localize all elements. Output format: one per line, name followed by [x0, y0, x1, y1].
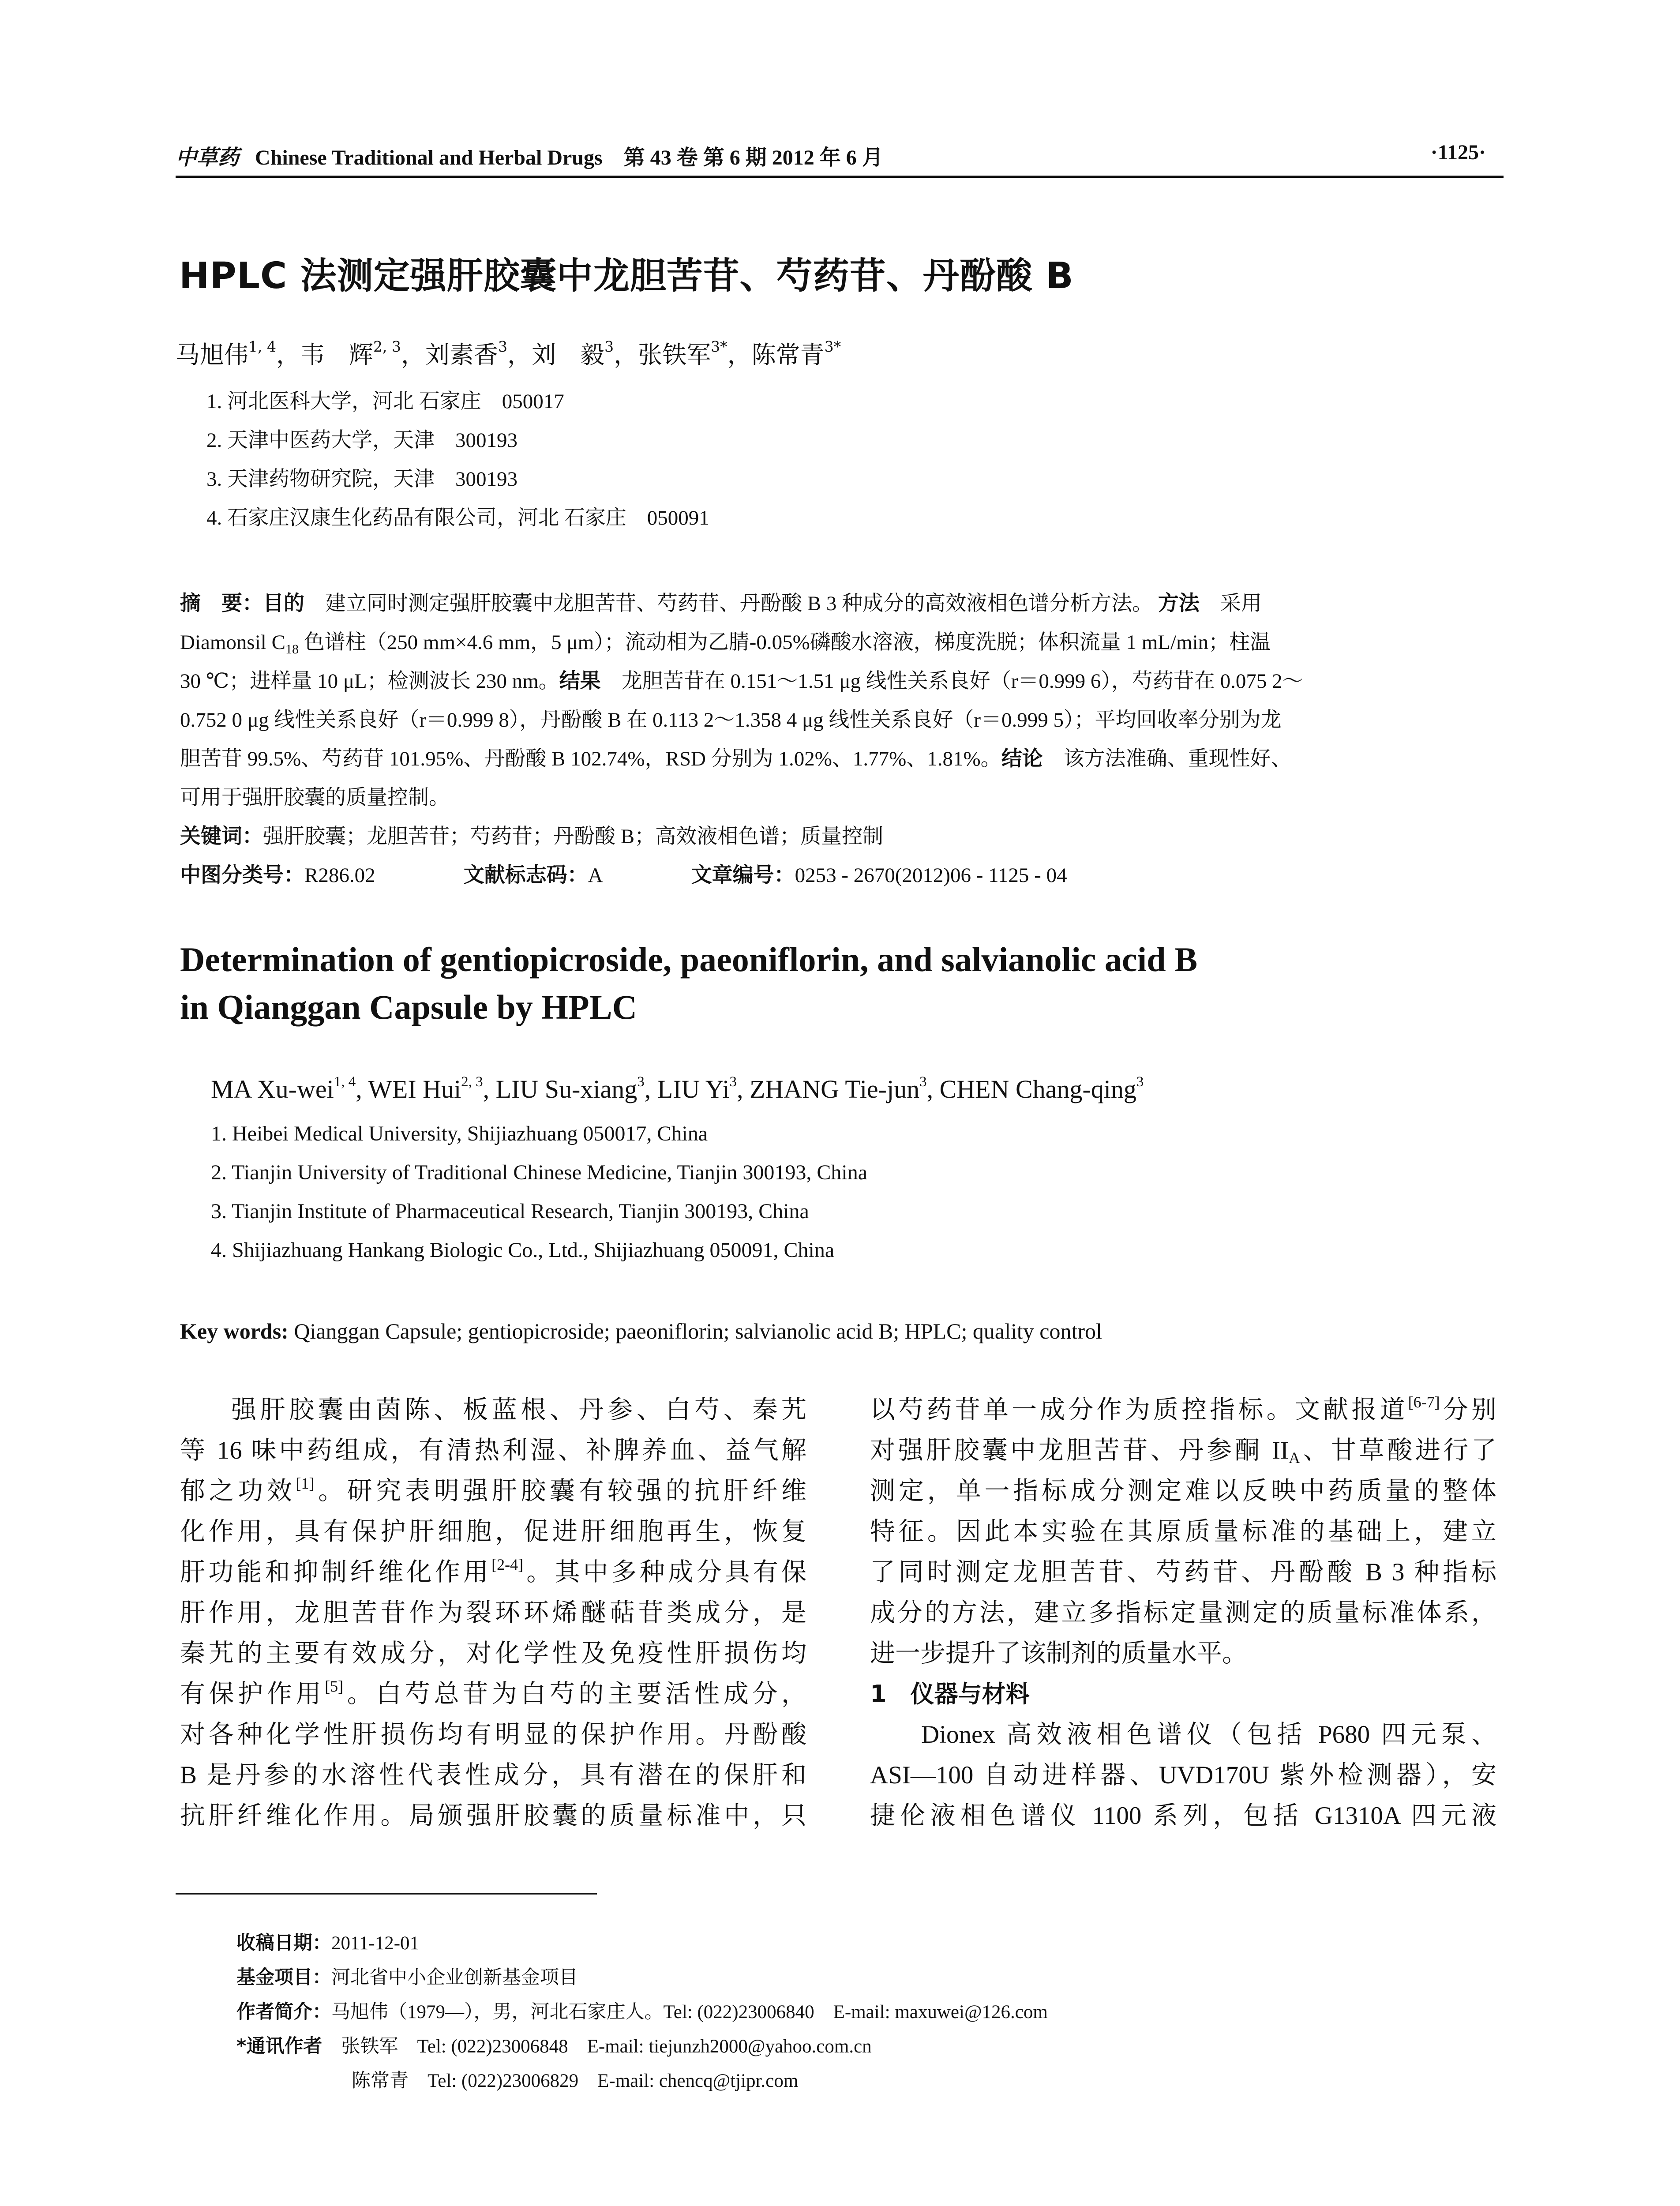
en-title-line-2: in Qianggan Capsule by HPLC — [180, 988, 637, 1026]
author: 刘 毅$^3$， — [532, 338, 638, 369]
journal-name-en: Chinese Traditional and Herbal Drugs — [255, 146, 603, 169]
paragraph-line: 了同时测定龙胆苦苷、芍药苷、丹酚酸 B 3 种指标 — [870, 1558, 1496, 1586]
paragraph-line: 对强肝胶囊中龙胆苦苷、丹参酮 $II_A$、甘草酸进行了 — [870, 1437, 1496, 1467]
citation: [1] — [296, 1474, 315, 1492]
body-right-column — [870, 1390, 1496, 1836]
abstract-line-3: 30 ℃；进样量 10 μL；检测波长 230 nm。结果 龙胆苦苷在 0.151～1.51 μg 线性关系良好（r＝0.999 6），芍药苷在 0.075 2～ — [180, 669, 1303, 693]
cn-authors — [176, 335, 841, 370]
paragraph-line: Dionex 高效液相色谱仪（包括 P680 四元泵、 — [921, 1721, 1496, 1748]
paragraph-line: 对各种化学性肝损伤均有明显的保护作用。丹酚酸 — [180, 1721, 806, 1748]
abstract-line-1: 摘 要：目的 建立同时测定强肝胶囊中龙胆苦苷、芍药苷、丹酚酸 B 3 种成分的高效液相色谱分析方法。 方法 采用 — [180, 591, 1262, 615]
issue-info: 第 43 卷 第 6 期 2012 年 6 月 — [623, 146, 883, 169]
en-affiliation-3: 3. Tianjin Institute of Pharmaceutical Research, Tianjin 300193, China — [211, 1200, 809, 1223]
en-affiliation-1: 1. Heibei Medical University, Shijiazhuang 050017, China — [211, 1122, 708, 1145]
author: ZHANG Tie-jun$^3$, — [750, 1074, 940, 1103]
cn-affiliation-2: 2. 天津中医药大学，天津 300193 — [206, 429, 518, 452]
classification-line: 中图分类号：R286.02 文献标志码：A 文章编号：0253 - 2670(2012)06 - 1125 - 04 — [180, 863, 1067, 887]
abstract-line-6: 可用于强肝胶囊的质量控制。 — [180, 786, 450, 809]
footnote-fund: 基金项目：河北省中小企业创新基金项目 — [236, 1966, 578, 1988]
paragraph-line: 肝作用，龙胆苦苷作为裂环环烯醚萜苷类成分，是 — [180, 1599, 806, 1627]
citation: [5] — [325, 1677, 344, 1695]
paragraph-line: B 是丹参的水溶性代表性成分，具有潜在的保肝和 — [180, 1761, 806, 1789]
page-number: ·1125· — [1430, 141, 1486, 164]
paragraph-line: 特征。因此本实验在其原质量标准的基础上，建立 — [870, 1518, 1496, 1546]
en-keywords-label: Key words: — [180, 1319, 289, 1343]
paragraph-line: 等 16 味中药组成，有清热利湿、补脾养血、益气解 — [180, 1437, 806, 1464]
paragraph-line: 郁之功效[1]。研究表明强肝胶囊有较强的抗肝纤维 — [180, 1474, 806, 1505]
en-keywords: Key words: Qianggan Capsule; gentiopicroside; paeoniflorin; salvianolic acid B; HPLC; quality control — [180, 1319, 1102, 1343]
footnote-corresponding: *通讯作者 张铁军 Tel: (022)23006848 E-mail: tiejunzh2000@yahoo.com.cn — [236, 2035, 872, 2057]
paragraph-line: 捷伦液相色谱仪 1100 系列，包括 G1310A 四元液 — [870, 1802, 1496, 1830]
header-rule — [176, 176, 1504, 178]
paragraph-line: ASI—100 自动进样器、UVD170U 紫外检测器），安 — [870, 1761, 1496, 1789]
author: CHEN Chang-qing$^3$ — [939, 1074, 1144, 1103]
paragraph-line: 化作用，具有保护肝细胞，促进肝细胞再生，恢复 — [180, 1518, 806, 1546]
citation: [2-4] — [491, 1556, 524, 1573]
cn-keywords: 关键词：强肝胶囊；龙胆苦苷；芍药苷；丹酚酸 B；高效液相色谱；质量控制 — [180, 824, 884, 848]
abstract-line-4: 0.752 0 μg 线性关系良好（r＝0.999 8），丹酚酸 B 在 0.113 2～1.358 4 μg 线性关系良好（r＝0.999 5）；平均回收率分别为龙 — [180, 709, 1282, 732]
author: 韦 辉$^{2, 3}$， — [300, 338, 426, 369]
body-left-column — [180, 1390, 806, 1836]
cn-affiliation-4: 4. 石家庄汉康生化药品有限公司，河北 石家庄 050091 — [206, 506, 709, 529]
author: LIU Su-xiang$^3$, — [495, 1074, 657, 1103]
author: 刘素香$^3$， — [425, 338, 532, 369]
abstract-line-5: 胆苦苷 99.5%、芍药苷 101.95%、丹酚酸 B 102.74%，RSD 分别为 1.02%、1.77%、1.81%。结论 该方法准确、重现性好、 — [180, 747, 1292, 771]
conclusion-label: 结论 — [1001, 747, 1043, 771]
footnote-author-bio: 作者简介：马旭伟（1979—），男，河北石家庄人。Tel: (022)23006840 E-mail: maxuwei@126.com — [236, 2001, 1048, 2023]
paragraph-line: 有保护作用[5]。白芍总苷为白芍的主要活性成分， — [180, 1677, 806, 1708]
abstract-line-2: Diamonsil $C_{18}$ 色谱柱（250 mm×4.6 mm，5 μm）；流动相为乙腈-0.05%磷酸水溶液，梯度洗脱；体积流量 1 mL/min；柱温 — [180, 631, 1271, 657]
author: 陈常青$^{3*}$ — [751, 338, 841, 369]
en-affiliation-2: 2. Tianjin University of Traditional Chinese Medicine, Tianjin 300193, China — [211, 1161, 868, 1184]
journal-header — [176, 140, 883, 171]
paragraph-line: 强肝胶囊由茵陈、板蓝根、丹参、白芍、秦艽 — [231, 1396, 806, 1424]
author: 马旭伟$^{1, 4}$， — [176, 338, 301, 369]
cn-affiliation-3: 3. 天津药物研究院，天津 300193 — [206, 468, 518, 491]
cn-affiliation-1: 1. 河北医科大学，河北 石家庄 050017 — [206, 390, 564, 413]
author: MA Xu-wei$^{1, 4}$, — [211, 1074, 368, 1103]
paragraph-line: 秦艽的主要有效成分，对化学性及免疫性肝损伤均 — [180, 1639, 806, 1667]
cn-title: HPLC 法测定强肝胶囊中龙胆苦苷、芍药苷、丹酚酸 B — [179, 255, 1074, 297]
journal-logo-cn: 中草药 — [176, 145, 240, 170]
footnote-received: 收稿日期：2011-12-01 — [236, 1932, 420, 1954]
paragraph-line: 以芍药苷单一成分作为质控指标。文献报道[6-7]分别 — [870, 1393, 1496, 1424]
paragraph-line: 抗肝纤维化作用。局颁强肝胶囊的质量标准中，只 — [180, 1802, 806, 1830]
paragraph-line: 肝功能和抑制纤维化作用[2-4]。其中多种成分具有保 — [180, 1556, 806, 1586]
en-affiliation-4: 4. Shijiazhuang Hankang Biologic Co., Ltd., Shijiazhuang 050091, China — [211, 1238, 835, 1262]
purpose-label: 目的 — [263, 591, 304, 615]
paragraph-line: 测定，单一指标成分测定难以反映中药质量的整体 — [870, 1477, 1496, 1505]
author: 张铁军$^{3*}$， — [638, 338, 752, 369]
paragraph-line: 成分的方法，建立多指标定量测定的质量标准体系， — [870, 1599, 1496, 1627]
footnote-rule — [176, 1893, 597, 1895]
paragraph-line: 进一步提升了该制剂的质量水平。 — [870, 1639, 1247, 1667]
abstract-label: 摘 要： — [180, 591, 263, 615]
method-label: 方法 — [1158, 591, 1200, 615]
en-title-line-1: Determination of gentiopicroside, paeoniflorin, and salvianolic acid B — [180, 940, 1198, 979]
author: WEI Hui$^{2, 3}$, — [368, 1074, 496, 1103]
author: LIU Yi$^3$, — [657, 1074, 750, 1103]
running-header — [176, 140, 1504, 169]
footnote-corresponding-2: 陈常青 Tel: (022)23006829 E-mail: chencq@tjipr.com — [352, 2071, 799, 2091]
en-authors — [211, 1074, 1144, 1104]
result-label: 结果 — [559, 669, 601, 693]
section-heading: 1 仪器与材料 — [870, 1680, 1030, 1708]
citation: [6-7] — [1408, 1393, 1440, 1411]
